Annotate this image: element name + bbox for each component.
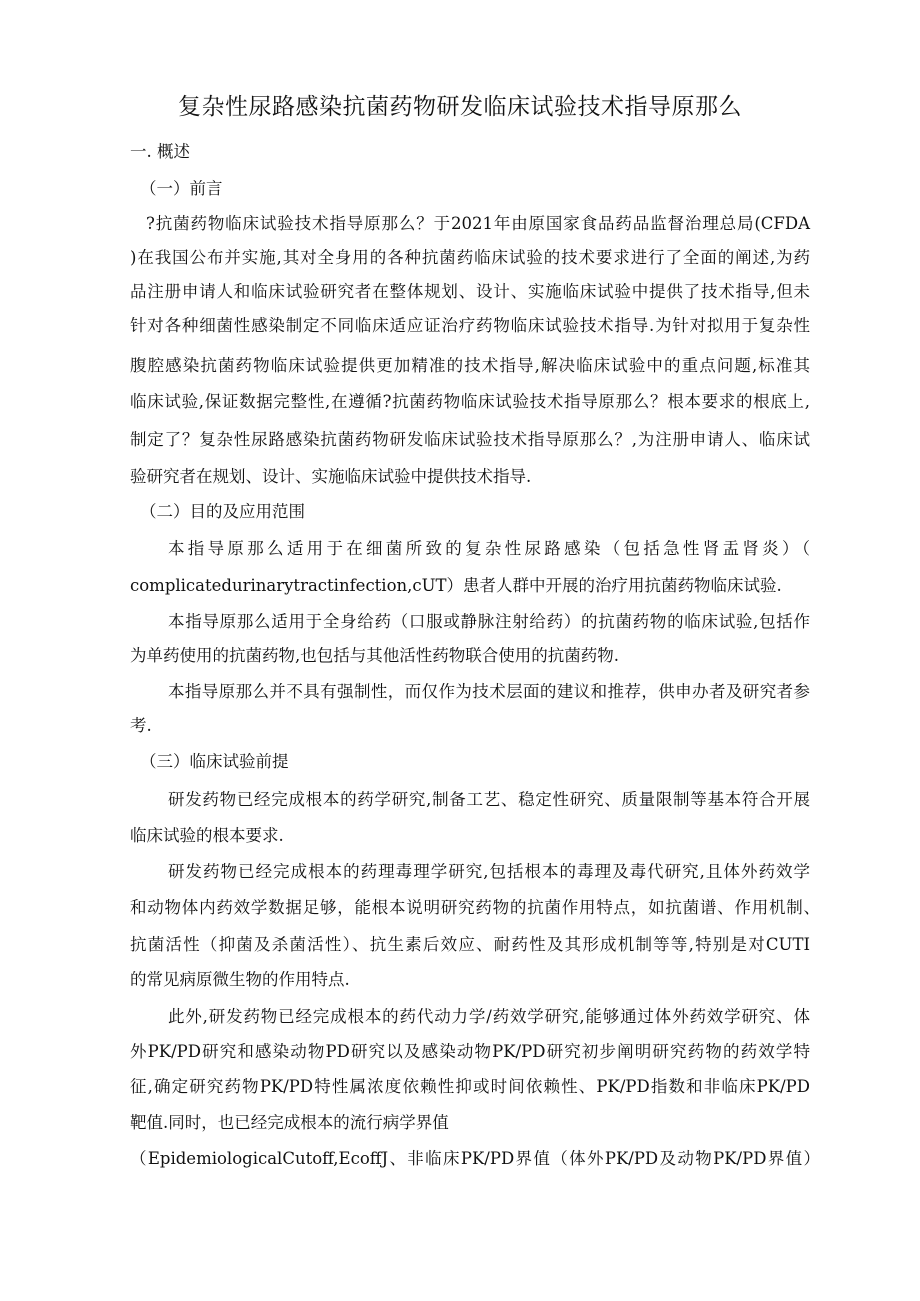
paragraph-line: ?抗菌药物临床试验技术指导原那么？于2021年由原国家食品药品监督治理总局(CFDA [146, 214, 810, 233]
paragraph-line: 临床试验,保证数据完整性,在遵循?抗菌药物临床试验技术指导原那么？根本要求的根底上, [130, 392, 810, 411]
paragraph-line: 本指导原那么适用于在细菌所致的复杂性尿路感染（包括急性肾盂肾炎）（ [168, 539, 810, 558]
paragraph-line: 制定了？复杂性尿路感染抗菌药物研发临床试验技术指导原那么？,为注册申请人、临床试 [130, 430, 810, 449]
paragraph-line: )在我国公布并实施,其对全身用的各种抗菌药临床试验的技术要求进行了全面的阐述,为药 [130, 248, 810, 267]
paragraph-line: 外PK/PD研究和感染动物PD研究以及感染动物PK/PD研究初步阐明研究药物的药效学特 [130, 1042, 810, 1061]
paragraph-line: 抗菌活性（抑菌及杀菌活性）、抗生素后效应、耐药性及其形成机制等等,特别是对CUTI [130, 935, 810, 954]
paragraph-line: 为单药使用的抗菌药物,也包括与其他活性药物联合使用的抗菌药物. [130, 646, 619, 665]
paragraph-line: 验研究者在规划、设计、实施临床试验中提供技术指导. [130, 467, 532, 486]
paragraph-line: 此外,研发药物已经完成根本的药代动力学/药效学研究,能够通过体外药效学研究、体 [168, 1007, 810, 1026]
paragraph-line: complicatedurinarytractinfection,cUT）患者人群中开展的治疗用抗菌药物临床试验. [130, 576, 782, 595]
paragraph-line: 考. [130, 716, 152, 735]
subsection-heading-preface: （一）前言 [140, 179, 223, 198]
document-title: 复杂性尿路感染抗菌药物研发临床试验技术指导原那么 [178, 94, 742, 120]
subsection-heading-prerequisites: （三）临床试验前提 [140, 752, 289, 771]
paragraph-line: 征,确定研究药物PK/PD特性属浓度依赖性抑或时间依赖性、PK/PD指数和非临床PK/PD [130, 1077, 810, 1096]
paragraph-line: 和动物体内药效学数据足够，能根本说明研究药物的抗菌作用特点，如抗菌谱、作用机制、 [130, 898, 820, 917]
subsection-heading-scope: （二）目的及应用范围 [140, 502, 305, 521]
paragraph-line: 临床试验的根本要求. [130, 826, 284, 845]
paragraph-line: 品注册申请人和临床试验研究者在整体规划、设计、实施临床试验中提供了技术指导,但未 [130, 282, 810, 301]
paragraph-line: 研发药物已经完成根本的药理毒理学研究,包括根本的毒理及毒代研究,且体外药效学 [168, 862, 810, 881]
paragraph-line: （EpidemiologicalCutoff,EcoffJ、非临床PK/PD界值（体外PK/PD及动物PK/PD界值） [130, 1149, 820, 1168]
paragraph-line: 研发药物已经完成根本的药学研究,制备工艺、稳定性研究、质量限制等基本符合开展 [168, 790, 810, 809]
paragraph-line: 腹腔感染抗菌药物临床试验提供更加精准的技术指导,解决临床试验中的重点问题,标准其 [130, 356, 810, 375]
paragraph-line: 的常见病原微生物的作用特点. [130, 970, 350, 989]
paragraph-line: 本指导原那么适用于全身给药（口服或静脉注射给药）的抗菌药物的临床试验,包括作 [168, 612, 810, 631]
paragraph-line: 本指导原那么并不具有强制性，而仅作为技术层面的建议和推荐，供申办者及研究者参 [168, 682, 810, 701]
paragraph-line: 靶值.同时，也已经完成根本的流行病学界值 [130, 1113, 449, 1132]
paragraph-line: 针对各种细菌性感染制定不同临床适应证治疗药物临床试验技术指导.为针对拟用于复杂性 [130, 316, 810, 335]
section-heading-overview: 一. 概述 [130, 142, 190, 161]
